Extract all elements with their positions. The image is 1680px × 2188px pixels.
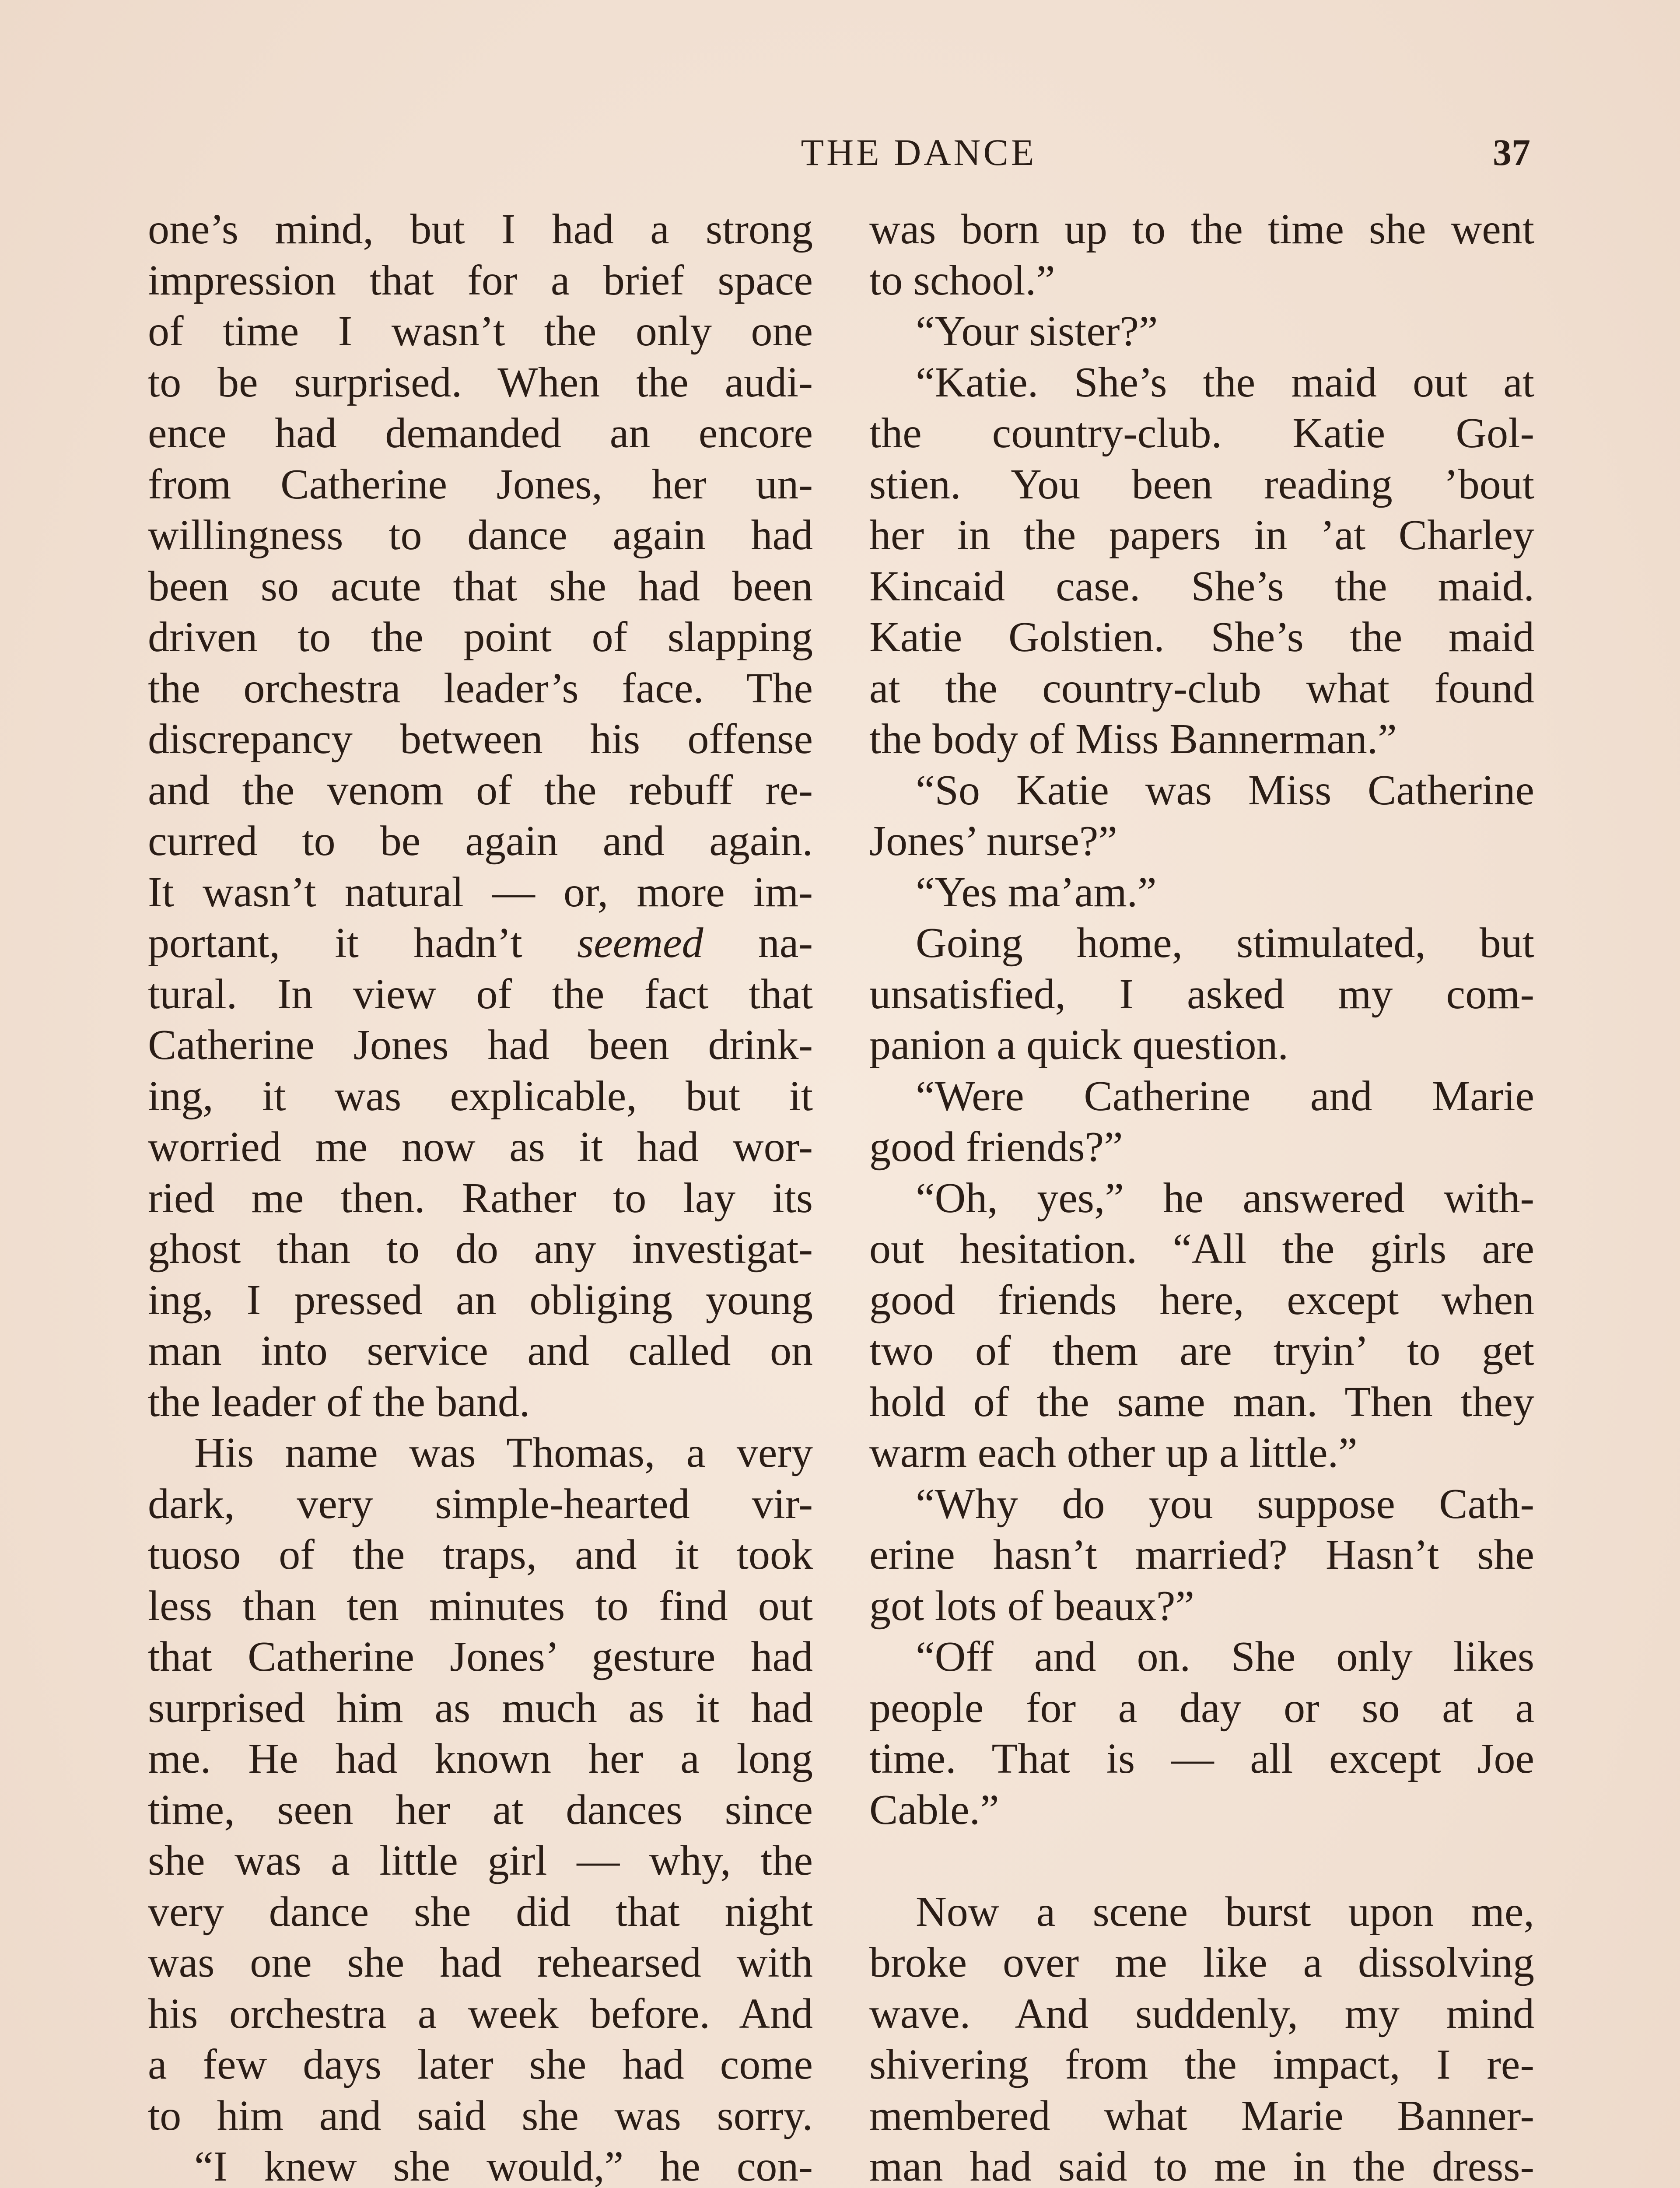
text-line: stien. You been reading ’bout xyxy=(869,460,1534,508)
text-line: discrepancy between his offense xyxy=(148,715,813,763)
text-line: erine hasn’t married? Hasn’t she xyxy=(869,1531,1534,1578)
page-number: 37 xyxy=(1493,131,1530,173)
text-line: shivering from the impact, I re- xyxy=(869,2041,1534,2088)
text-line: time, seen her at dances since xyxy=(148,1786,813,1834)
text-line: to be surprised. When the audi- xyxy=(148,358,813,406)
text-line: two of them are tryin’ to get xyxy=(869,1327,1534,1375)
text-line: her in the papers in ’at Charley xyxy=(869,512,1534,559)
text-line: the body of Miss Bannerman.” xyxy=(869,715,1397,763)
text-line: Katie Golstien. She’s the maid xyxy=(869,614,1534,661)
text-line: Going home, stimulated, but xyxy=(916,919,1534,967)
text-line: His name was Thomas, a very xyxy=(194,1429,813,1476)
text-line: broke over me like a dissolving xyxy=(869,1939,1534,1986)
text-line-emphasis: portant, it hadn’t seemed na- xyxy=(148,919,813,967)
text-line: from Catherine Jones, her un- xyxy=(148,460,813,508)
text-line: Kincaid case. She’s the maid. xyxy=(869,562,1534,610)
text-line: “Off and on. She only likes xyxy=(916,1633,1534,1680)
text-line: good friends?” xyxy=(869,1123,1123,1171)
text-line: to him and said she was sorry. xyxy=(148,2092,813,2139)
text-line: “Yes ma’am.” xyxy=(916,868,1157,916)
text-line: was born up to the time she went xyxy=(869,206,1534,253)
text-line: she was a little girl — why, the xyxy=(148,1837,813,1884)
text-line: “Your sister?” xyxy=(916,308,1158,355)
text-line: at the country-club what found xyxy=(869,664,1534,712)
text-line: ing, it was explicable, but it xyxy=(148,1072,813,1120)
left-column xyxy=(148,204,813,2188)
text-line: got lots of beaux?” xyxy=(869,1582,1194,1630)
text-line: less than ten minutes to find out xyxy=(148,1582,813,1630)
text-line: people for a day or so at a xyxy=(869,1684,1534,1732)
running-head: THE DANCE xyxy=(801,131,1037,173)
text-line: surprised him as much as it had xyxy=(148,1684,813,1732)
text-line: willingness to dance again had xyxy=(148,512,813,559)
text-line: Jones’ nurse?” xyxy=(869,817,1117,865)
text-line: ghost than to do any investigat- xyxy=(148,1225,813,1273)
text-line: man had said to me in the dress- xyxy=(869,2143,1534,2188)
text-line: membered what Marie Banner- xyxy=(869,2092,1534,2139)
text-line: “Katie. She’s the maid out at xyxy=(916,358,1534,406)
text-line: the country-club. Katie Gol- xyxy=(869,410,1534,457)
text-line: the leader of the band. xyxy=(148,1378,530,1426)
text-line: of time I wasn’t the only one xyxy=(148,308,813,355)
text-line: “So Katie was Miss Catherine xyxy=(916,766,1534,814)
text-line: Now a scene burst upon me, xyxy=(916,1888,1534,1936)
text-line: out hesitation. “All the girls are xyxy=(869,1225,1534,1273)
text-line: driven to the point of slapping xyxy=(148,614,813,661)
text-line: ried me then. Rather to lay its xyxy=(148,1174,813,1222)
text-line: one’s mind, but I had a strong xyxy=(148,206,813,253)
text-line: me. He had known her a long xyxy=(148,1735,813,1782)
emphasis-word: seemed xyxy=(577,919,704,967)
text-line: good friends here, except when xyxy=(869,1276,1534,1324)
right-column xyxy=(869,204,1534,2188)
text-line: ence had demanded an encore xyxy=(148,410,813,457)
text-line: tural. In view of the fact that xyxy=(148,970,813,1018)
text-line: “Why do you suppose Cath- xyxy=(916,1480,1534,1528)
text-line: “Were Catherine and Marie xyxy=(916,1072,1534,1120)
text-line: Cable.” xyxy=(869,1786,999,1834)
text-line: It wasn’t natural — or, more im- xyxy=(148,868,813,916)
text-line: “Oh, yes,” he answered with- xyxy=(916,1174,1534,1222)
text-line: to school.” xyxy=(869,256,1055,304)
text-line: a few days later she had come xyxy=(148,2041,813,2088)
text-line: very dance she did that night xyxy=(148,1888,813,1936)
text-line: man into service and called on xyxy=(148,1327,813,1375)
text-line: tuoso of the traps, and it took xyxy=(148,1531,813,1578)
text-line: dark, very simple-hearted vir- xyxy=(148,1480,813,1528)
text-line: his orchestra a week before. And xyxy=(148,1990,813,2037)
text-line: was one she had rehearsed with xyxy=(148,1939,813,1986)
text-line: worried me now as it had wor- xyxy=(148,1123,813,1171)
text-line: ing, I pressed an obliging young xyxy=(148,1276,813,1324)
text-line: panion a quick question. xyxy=(869,1021,1289,1069)
text-line: the orchestra leader’s face. The xyxy=(148,664,813,712)
text-line: time. That is — all except Joe xyxy=(869,1735,1534,1782)
text-line: hold of the same man. Then they xyxy=(869,1378,1534,1426)
text-line: and the venom of the rebuff re- xyxy=(148,766,813,814)
text-line: wave. And suddenly, my mind xyxy=(869,1990,1534,2037)
text-line: “I knew she would,” he con- xyxy=(194,2143,813,2188)
text-line: been so acute that she had been xyxy=(148,562,813,610)
text-line: warm each other up a little.” xyxy=(869,1429,1358,1476)
section-break xyxy=(869,1835,1534,1886)
text-line: unsatisfied, I asked my com- xyxy=(869,970,1534,1018)
text-line: Catherine Jones had been drink- xyxy=(148,1021,813,1069)
text-line: that Catherine Jones’ gesture had xyxy=(148,1633,813,1680)
text-line: impression that for a brief space xyxy=(148,256,813,304)
text-line: curred to be again and again. xyxy=(148,817,813,865)
